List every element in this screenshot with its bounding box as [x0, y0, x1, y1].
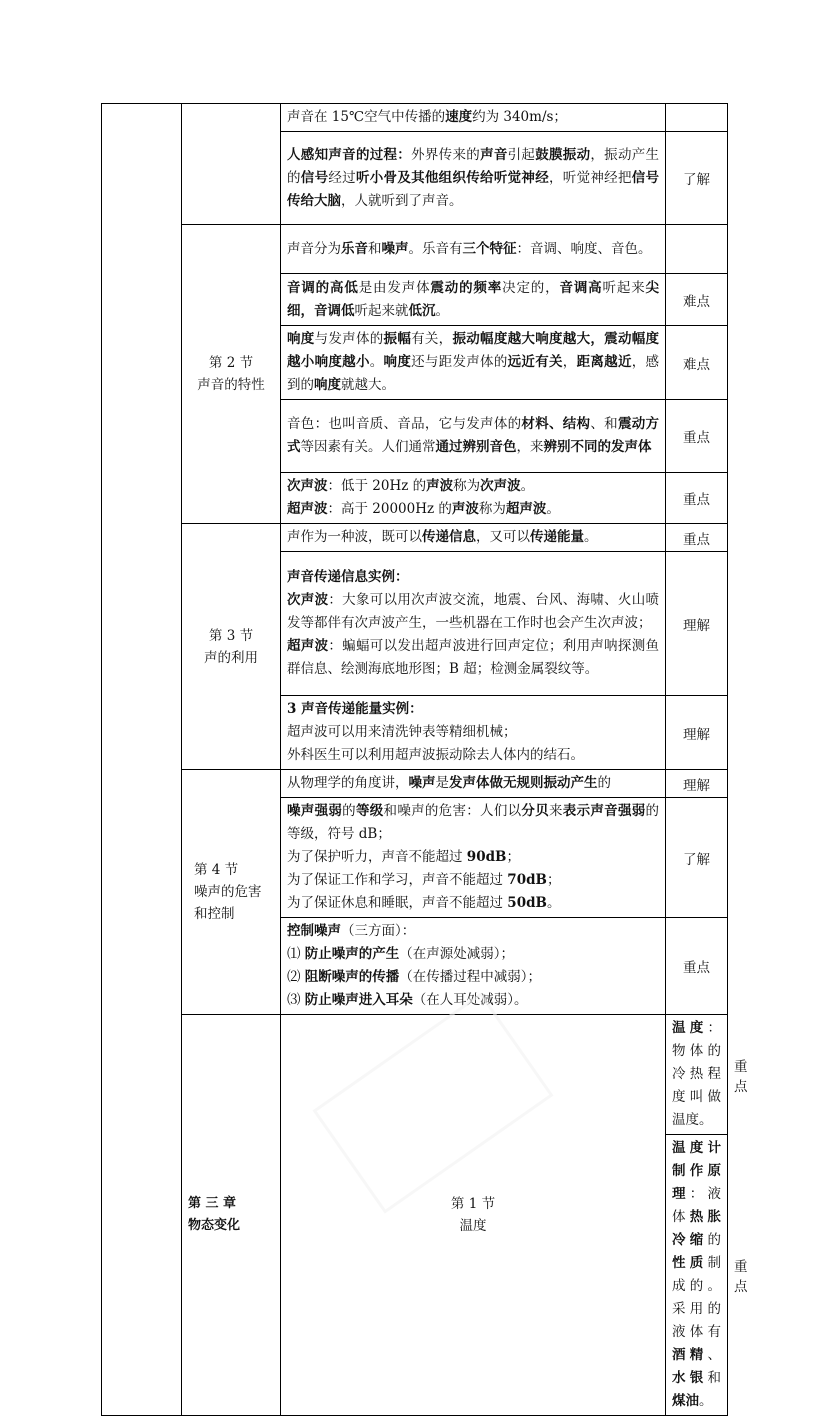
content-cell: 3 声音传递能量实例： 超声波可以用来清洗钟表等精细机械； 外科医生可以利用超声波振动除去人体内的结石。 [281, 696, 666, 770]
level-cell: 重点 [666, 473, 728, 524]
section-3-1-cell: 第 1 节 温度 [281, 1015, 666, 1416]
section-4-cell: 第 4 节 噪声的危害 和控制 [182, 770, 281, 1015]
knowledge-table [101, 103, 748, 1416]
level-cell: 了解 [666, 798, 728, 918]
content-cell: 温度：物体的冷热程度叫做温度。 [666, 1015, 728, 1135]
level-cell: 重点 [666, 918, 728, 1015]
content-cell: 温度计制作原理：液体热胀冷缩的性质制成的。采用的液体有酒精、水银和煤油。 [666, 1135, 728, 1416]
table-row [102, 225, 728, 274]
level-cell [666, 225, 728, 274]
chapter-cell-empty [102, 104, 182, 1416]
chapter-3-cell: 第 三 章 物态变化 [182, 1015, 281, 1416]
level-cell: 难点 [666, 274, 728, 326]
level-cell: 重点 [666, 400, 728, 473]
table-row: 第 三 章 物态变化 第 1 节 温度 温度：物体的冷热程度叫做温度。 重点 [102, 1015, 728, 1135]
table-row [102, 104, 728, 132]
level-cell: 理解 [666, 770, 728, 798]
content-cell: 声音分为乐音和噪声。乐音有三个特征：音调、响度、音色。 [281, 225, 666, 274]
content-cell: 人感知声音的过程：外界传来的声音引起鼓膜振动，振动产生的信号经过听小骨及其他组织传给听觉神经，听觉神经把信号传给大脑，人就听到了声音。 [281, 132, 666, 225]
content-cell: 声音在 15℃空气中传播的速度约为 340m/s； [281, 104, 666, 132]
section-cell-empty [182, 104, 281, 225]
content-cell: 声音传递信息实例： 次声波：大象可以用次声波交流，地震、台风、海啸、火山喷发等都伴有次声波产生，一些机器在工作时也会产生次声波； 超声波：蝙蝠可以发出超声波进行回声定位；利用声呐探测鱼群信息、绘测海底地形图；B 超；检测金属裂纹等。 [281, 552, 666, 696]
content-cell: 声作为一种波，既可以传递信息，又可以传递能量。 [281, 524, 666, 552]
content-cell: 次声波：低于 20Hz 的声波称为次声波。 超声波：高于 20000Hz 的声波称为超声波。 [281, 473, 666, 524]
content-cell: 音色：也叫音质、音品，它与发声体的材料、结构、和震动方式等因素有关。人们通常通过辨别音色，来辨别不同的发声体 [281, 400, 666, 473]
content-cell: 噪声强弱的等级和噪声的危害：人们以分贝来表示声音强弱的等级，符号 dB； 为了保护听力，声音不能超过 90dB； 为了保证工作和学习，声音不能超过 70dB； 为了保证休息和睡眠，声音不能超过 50dB。 [281, 798, 666, 918]
level-cell: 难点 [666, 326, 728, 400]
level-cell: 重点 [666, 524, 728, 552]
table-row [102, 770, 728, 798]
content-cell: 响度与发声体的振幅有关，振动幅度越大响度越大，震动幅度越小响度越小。响度还与距发声体的远近有关，距离越近，感到的响度就越大。 [281, 326, 666, 400]
table-row: 温度计制作原理：液体热胀冷缩的性质制成的。采用的液体有酒精、水银和煤油。 重点 [102, 1135, 728, 1416]
section-3-cell: 第 3 节 声的利用 [182, 524, 281, 770]
level-cell: 了解 [666, 132, 728, 225]
section-2-cell: 第 2 节 声音的特性 [182, 225, 281, 524]
table-row [102, 524, 728, 552]
content-cell: 控制噪声（三方面）： ⑴ 防止噪声的产生（在声源处减弱）； ⑵ 阻断噪声的传播（在传播过程中减弱）； ⑶ 防止噪声进入耳朵（在人耳处减弱）。 [281, 918, 666, 1015]
level-cell: 理解 [666, 696, 728, 770]
content-cell: 音调的高低是由发声体震动的频率决定的，音调高听起来尖细，音调低听起来就低沉。 [281, 274, 666, 326]
content-cell: 从物理学的角度讲，噪声是发声体做无规则振动产生的 [281, 770, 666, 798]
level-cell: 理解 [666, 552, 728, 696]
level-cell [666, 104, 728, 132]
